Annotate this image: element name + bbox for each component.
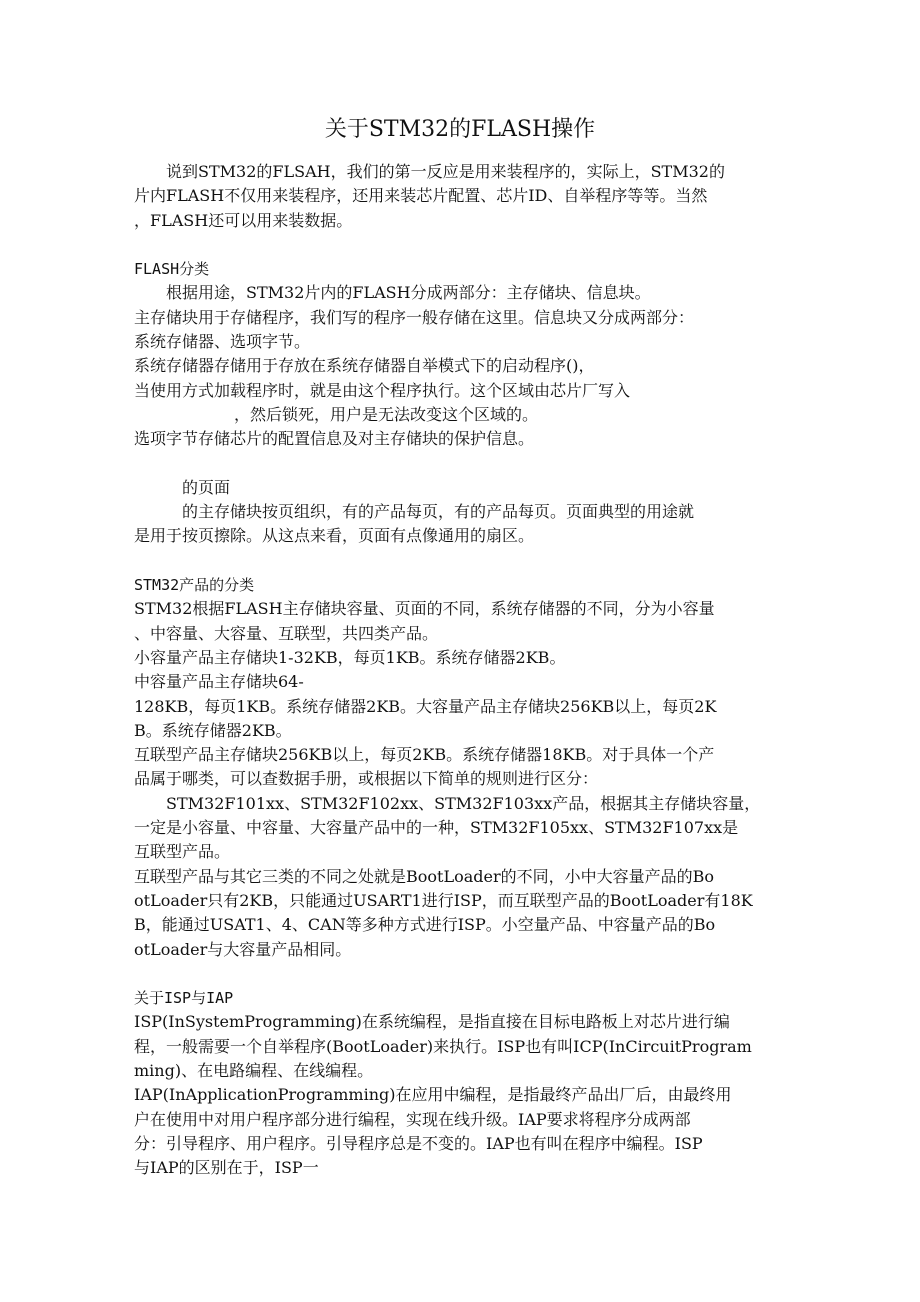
paragraph-gap (134, 549, 794, 573)
body-line: 根据用途，STM32片内的FLASH分成两部分：主存储块、信息块。 (166, 283, 651, 303)
paragraph-gap (134, 452, 794, 476)
section-heading: STM32产品的分类 (134, 576, 255, 595)
body-line: 128KB，每页1KB。系统存储器2KB。大容量产品主存储块256KB以上，每页2K (134, 696, 717, 716)
body-line: 当使用方式加载程序时，就是由这个程序执行。这个区域由芯片厂写入 (134, 380, 631, 400)
body-line: otLoader与大容量产品相同。 (134, 939, 352, 959)
body-line: ，然后锁死，用户是无法改变这个区域的。 (234, 404, 539, 424)
body-line: 一定是小容量、中容量、大容量产品中的一种，STM32F105xx、STM32F107xx是 (134, 818, 739, 838)
body-line: 分：引导程序、用户程序。引导程序总是不变的。IAP也有叫在程序中编程。ISP (134, 1133, 703, 1153)
body-line: 系统存储器存储用于存放在系统存储器自举模式下的启动程序()， (134, 356, 595, 376)
body-line: 与IAP的区别在于，ISP一 (134, 1158, 319, 1178)
section-heading: 关于ISP与IAP (134, 989, 234, 1008)
paragraph-gap (134, 962, 794, 986)
body-line: 程，一般需要一个自举程序(BootLoader)来执行。ISP也有叫ICP(InCircuitProgram (134, 1036, 752, 1056)
body-line: B，能通过USAT1、4、CAN等多种方式进行ISP。小空量产品、中容量产品的Bo (134, 915, 716, 935)
document-body (134, 160, 794, 1180)
paragraph-gap (134, 233, 794, 257)
body-line: IAP(InApplicationProgramming)在应用中编程，是指最终产品出厂后，由最终用 (134, 1085, 732, 1105)
body-line: STM32F101xx、STM32F102xx、STM32F103xx产品，根据其主存储块容量， (166, 793, 761, 813)
body-line: 互联型产品主存储块256KB以上，每页2KB。系统存储器18KB。对于具体一个产 (134, 745, 715, 765)
body-line: otLoader只有2KB，只能通过USART1进行ISP，而互联型产品的BootLoader有18K (134, 890, 753, 910)
body-line: ming)、在电路编程、在线编程。 (134, 1060, 374, 1080)
body-line: 选项字节存储芯片的配置信息及对主存储块的保护信息。 (134, 429, 535, 449)
body-line: 系统存储器、选项字节。 (134, 332, 311, 352)
body-line: 互联型产品。 (134, 842, 231, 862)
body-line: 片内FLASH不仅用来装程序，还用来装芯片配置、芯片ID、自举程序等等。当然 (134, 186, 708, 206)
body-line: B。系统存储器2KB。 (134, 720, 292, 740)
body-line: ISP(InSystemProgramming)在系统编程，是指直接在目标电路板上对芯片进行编 (134, 1012, 730, 1032)
body-line: ，FLASH还可以用来装数据。 (134, 210, 353, 230)
body-line: 说到STM32的FLSAH，我们的第一反应是用来装程序的，实际上，STM32的 (166, 162, 725, 181)
body-line: 品属于哪类，可以查数据手册，或根据以下简单的规则进行区分： (134, 769, 599, 789)
body-line: 是用于按页擦除。从这点来看，页面有点像通用的扇区。 (134, 526, 535, 546)
body-line: 互联型产品与其它三类的不同之处就是BootLoader的不同，小中大容量产品的Bo (134, 866, 715, 886)
body-line: 小容量产品主存储块1-32KB，每页1KB。系统存储器2KB。 (134, 647, 566, 667)
body-line: 中容量产品主存储块64- (134, 672, 304, 692)
body-line: STM32根据FLASH主存储块容量、页面的不同，系统存储器的不同，分为小容量 (134, 599, 715, 619)
section-heading: 的页面 (182, 477, 231, 497)
body-line: 户在使用中对用户程序部分进行编程，实现在线升级。IAP要求将程序分成两部 (134, 1109, 691, 1129)
document-title: 关于STM32的FLASH操作 (324, 117, 596, 142)
body-line: 、中容量、大容量、互联型，共四类产品。 (134, 623, 439, 643)
body-line: 主存储块用于存储程序，我们写的程序一般存储在这里。信息块又分成两部分： (134, 307, 695, 327)
section-heading: FLASH分类 (134, 260, 210, 279)
body-line: 的主存储块按页组织，有的产品每页，有的产品每页。页面典型的用途就 (182, 502, 695, 522)
